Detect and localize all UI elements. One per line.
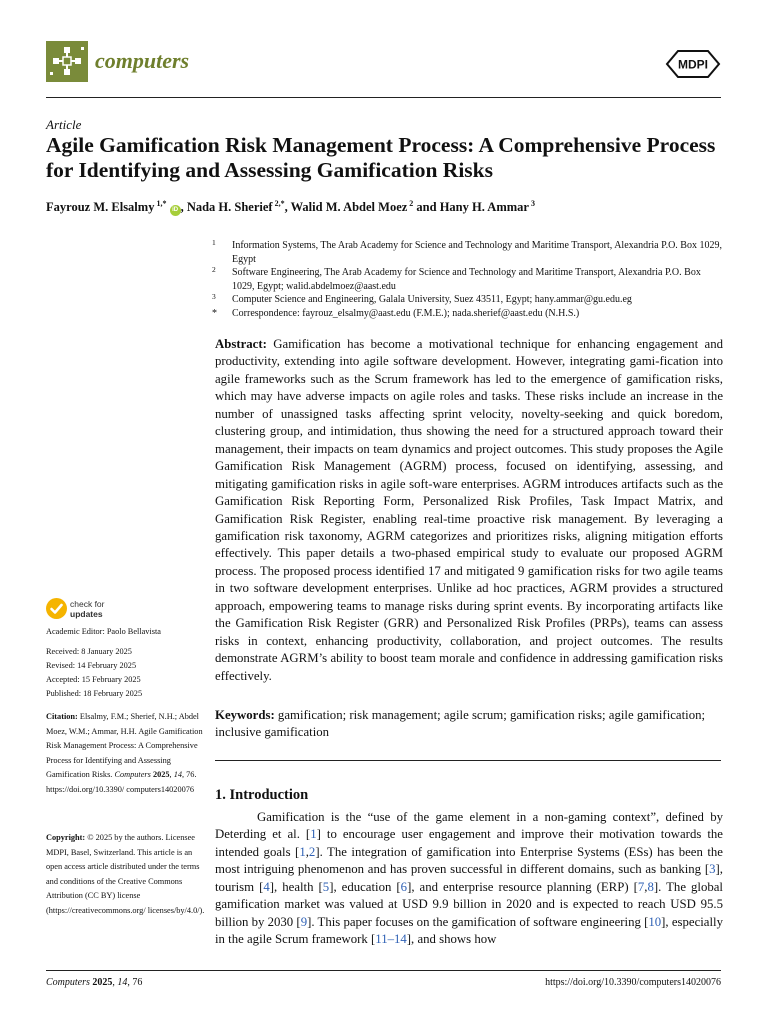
affiliation-text: Software Engineering, The Arab Academy for Science and Technology and Maritime Transport, Alexandria P.O. Box 1029, Egypt; walid.abdelmoez@aast.edu [232,267,701,292]
footer-year: 2025 [92,977,113,988]
footer-journal: Computers [46,977,90,988]
citation-rest[interactable]: , 76. https://doi.org/10.3390/ computers14020076 [46,770,197,794]
author-separator: , [284,200,291,215]
copyright-text: © 2025 by the authors. Licensee MDPI, Basel, Switzerland. This article is an open access article distributed under the terms and conditions of the Creative Commons Attribution (CC BY) license (https://creativecommons.org/ licenses/by/4.0/). [46,833,205,915]
keywords [215,707,723,742]
reference-link[interactable]: 3 [709,862,716,877]
mdpi-logo[interactable] [665,49,721,79]
intro-text: ], and shows how [406,932,497,947]
reference-link[interactable]: 1 [310,827,317,842]
intro-text: , [644,879,648,894]
author-list [46,199,726,216]
reference-link[interactable]: 4 [263,879,270,894]
affiliation-item [212,293,722,307]
introduction-paragraph [215,809,723,949]
journal-name[interactable]: computers [95,48,190,73]
article-type: Article [46,117,82,132]
affiliations [212,239,722,321]
reference-link[interactable]: 9 [300,914,308,929]
citation-text: Elsalmy, F.M.; Sherief, N.H.; Abdel Moez, W.M.; Ammar, H.H. Agile Gamification Risk Management Process: A Comprehensive Process for Identifying and Assessing Gamification Risks. [46,712,203,779]
reference-link[interactable]: 5 [322,879,330,894]
mdpi-logo-text: MDPI [678,57,708,72]
affiliation-number: * [212,307,217,319]
check-for-updates-text [70,599,105,619]
check-updates-line2: updates [70,609,103,619]
academic-editor: Academic Editor: Paolo Bellavista [46,627,161,636]
author-affiliation-marker: 1,* [154,199,167,208]
reference-link[interactable]: 6 [400,879,408,894]
intro-text: ], tourism [ [215,862,723,894]
affiliation-text: Information Systems, The Arab Academy for Science and Technology and Maritime Transport, Alexandria P.O. Box 1029, Egypt [232,240,722,265]
citation-journal: Computers [114,770,151,779]
intro-text: , [305,844,309,859]
abstract-text: Gamification has become a motivational technique for enhancing engagement and productivity, extending into agile software development. However, integrating gami-fication into agile frameworks such as the Scrum framework has led to the emergence of gamification risks, which may have adverse impacts on agile roles and tasks. These risks include an increase in the number of unassigned tasks affecting sprint velocity, novelty-seeking and quick boredom, clustering group, and intimidation, thus showing the need for a structured approach toward their management, their impacts on team dynamics and project outcomes. This study proposes the Agile Gamification Risk Management (AGRM) process, focused on identifying, assessing, and mitigating gamification risks in agile soft-ware enterprises. AGRM introduces artifacts such as the Gamification Risk Reporting Form, Personalized Risk Profiles, Task Impact Matrix, and Gamification Risk Register, enabling real-time proactive risk management. By leveraging a gamification risk taxonomy, AGRM categorizes and prioritizes risks, aligning mitigation efforts effectively. This paper details a two-phased empirical study to evaluate our proposed AGRM process. The proposed process identified 17 and mitigated 9 gamification risks for two agile teams in two software development enterprises. Unlike ad hoc practices, AGRM provides a structured approach, empowering teams to manage risks during sprint events. By incorporating artifacts like the Gamification Risk Register (GRR) and Personalized Risk Profiles (PRPs), teams can assess risks in context, enhancing productivity, collaboration, and project outcomes. The results demonstrate AGRM’s ability to boost team morale and confidence in addressing gamification risks effectively. [215,337,723,683]
author-separator: , [180,200,187,215]
abstract-label: Abstract: [215,337,267,351]
reference-link[interactable]: 2 [308,844,316,859]
reference-link[interactable]: 8 [647,879,654,894]
network-icon [46,41,88,82]
check-updates-line1: check for [70,599,105,609]
author-name[interactable]: Fayrouz M. Elsalmy [46,200,155,215]
intro-text: ], and enterprise resource planning (ERP) [ [407,879,638,894]
footer-citation: Computers 2025, 14, 76 [46,977,143,988]
intro-text: ]. This paper focuses on the gamification of software engineering [ [307,914,649,929]
author-affiliation-marker: 2,* [272,199,285,208]
keywords-label: Keywords: [215,708,275,722]
date-revised: Revised: 14 February 2025 [46,661,137,670]
citation-year: 2025 [152,770,170,779]
intro-text: ]. The integration of gamification into Enterprise Systems (ESs) has been the most intriguing phenomenon and has proven successful in different domains, such as banking [ [215,844,723,877]
affiliation-item [212,266,722,293]
intro-text: ] to encourage user engagement and improve their motivation towards the intended goals [ [215,827,723,859]
intro-text: Gamification is the “use of the game element in a non-gaming context”, defined by Deterding et al. [ [215,810,723,842]
footer-volume: 14 [117,977,128,988]
intro-text: ]. The global gamification market was valued at USD 9.9 billion in 2020 and is expected to reach USD 95.5 billion by 2030 [ [215,879,723,929]
intro-text: ], especially in the agile Scrum framework [ [215,914,723,947]
reference-link[interactable]: 11–14 [375,932,407,947]
checkmark-icon [46,598,67,619]
reference-link[interactable]: 7 [637,879,645,894]
author-name[interactable]: Hany H. Ammar [439,200,529,215]
copyright-block [46,831,206,918]
article-title: Agile Gamification Risk Management Process: A Comprehensive Process for Identifying and Assessing Gamification Risks [46,133,716,182]
affiliation-number: 1 [212,238,216,247]
affiliation-text: Computer Science and Engineering, Galala University, Suez 43511, Egypt; hany.ammar@gu.edu.eg [232,294,632,306]
date-accepted: Accepted: 15 February 2025 [46,675,141,684]
author-name[interactable]: Nada H. Sherief [186,200,273,215]
abstract [215,336,723,685]
footer-doi-link[interactable]: https://doi.org/10.3390/computers14020076 [545,977,721,988]
journal-logo [46,41,88,82]
check-for-updates-badge[interactable] [46,598,136,620]
citation-volume: 14 [173,770,182,779]
section-heading: 1. Introduction [215,787,309,803]
keywords-text: gamification; risk management; agile scrum; gamification risks; agile gamification; inclusive gamification [215,708,706,740]
author-affiliation-marker: 2 [407,199,414,208]
citation-label: Citation: [46,712,78,721]
author-affiliation-marker: 3 [528,199,535,208]
intro-text: ], education [ [329,879,401,894]
header-divider [46,97,721,98]
citation-block: Citation: Elsalmy, F.M.; Sherief, N.H.; Abdel Moez, W.M.; Ammar, H.H. Agile Gamification Risk Management Process: A Comprehensive Process for Identifying and Assessing Gamification Risks. Computers 2025, 14, 76. https://doi.org/10.3390/ computers14020076 [46,712,203,794]
date-received: Received: 8 January 2025 [46,647,132,656]
affiliation-item [212,307,722,321]
footer-page: , 76 [127,977,143,988]
affiliation-number: 3 [212,292,216,302]
reference-link[interactable]: 10 [648,914,662,929]
reference-link[interactable]: 1 [299,844,306,859]
author-name[interactable]: Walid M. Abdel Moez [290,200,408,215]
orcid-icon[interactable]: iD [170,205,181,216]
affiliation-number: 2 [212,265,216,275]
affiliation-item [212,239,722,266]
author-separator: and [413,200,440,215]
footer-divider [46,970,721,971]
copyright-label: Copyright: [46,833,86,842]
intro-text: ], health [ [269,879,323,894]
date-published: Published: 18 February 2025 [46,689,143,698]
section-divider [215,760,721,761]
affiliation-text: Correspondence: fayrouz_elsalmy@aast.edu (F.M.E.); nada.sherief@aast.edu (N.H.S.) [232,307,580,319]
